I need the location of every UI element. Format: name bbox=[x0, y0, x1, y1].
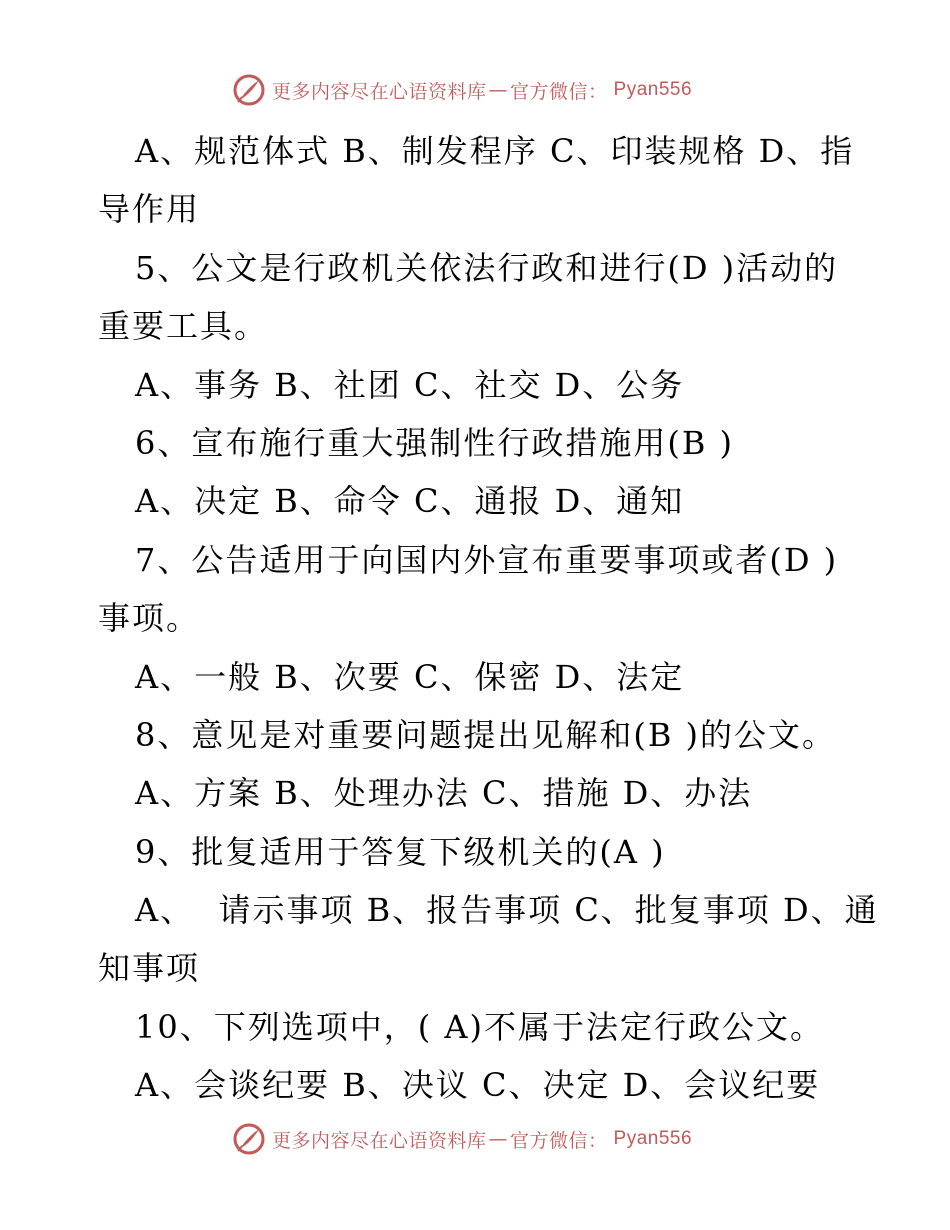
watermark-text: 更多内容尽在心语资料库 bbox=[272, 1129, 487, 1152]
options-line: A、一般 B、次要 C、保密 D、法定 bbox=[135, 657, 685, 696]
watermark-text: 更多内容尽在心语资料库 bbox=[272, 80, 487, 103]
document-body bbox=[98, 122, 878, 1115]
question-line: 9、批复适用于答复下级机关的(A ) bbox=[135, 832, 666, 871]
watermark-separator: — bbox=[488, 79, 509, 101]
question-line: 6、宣布施行重大强制性行政措施用(B ) bbox=[135, 423, 735, 462]
question-line: 7、公告适用于向国内外宣布重要事项或者(D ) bbox=[135, 540, 839, 579]
text-line: 事项。 bbox=[98, 599, 201, 638]
watermark-colon: ： bbox=[588, 1129, 608, 1152]
feather-pen-circle-icon bbox=[232, 1122, 266, 1156]
watermark-official-label: 官方微信 bbox=[510, 80, 589, 103]
watermark-account-id: Pyan556 bbox=[613, 79, 693, 100]
options-line: A、决定 B、命令 C、通报 D、通知 bbox=[135, 482, 685, 521]
header-watermark bbox=[232, 72, 692, 108]
text-line: 知事项 bbox=[98, 949, 201, 988]
question-line: 10、下列选项中，( A)不属于法定行政公文。 bbox=[135, 1007, 824, 1046]
options-line: A、事务 B、社团 C、社交 D、公务 bbox=[135, 365, 685, 404]
feather-pen-circle-icon bbox=[232, 73, 266, 107]
text-line: 导作用 bbox=[98, 190, 201, 229]
text-line: A、规范体式 B、制发程序 C、印装规格 D、指 bbox=[135, 132, 855, 170]
options-line: A、 请示事项 B、报告事项 C、批复事项 D、通 bbox=[135, 891, 879, 930]
question-line: 8、意见是对重要问题提出见解和(B )的公文。 bbox=[135, 715, 837, 754]
watermark-official-label: 官方微信 bbox=[510, 1129, 589, 1152]
question-line: 5、公文是行政机关依法行政和进行(D )活动的 bbox=[135, 248, 839, 287]
footer-watermark bbox=[232, 1121, 692, 1157]
options-line: A、方案 B、处理办法 C、措施 D、办法 bbox=[135, 774, 753, 813]
watermark-account-id: Pyan556 bbox=[613, 1128, 693, 1149]
text-line: 重要工具。 bbox=[98, 307, 269, 346]
watermark-separator: — bbox=[488, 1128, 509, 1150]
options-line: A、会谈纪要 B、决议 C、决定 D、会议纪要 bbox=[135, 1066, 821, 1105]
watermark-colon: ： bbox=[588, 80, 608, 103]
